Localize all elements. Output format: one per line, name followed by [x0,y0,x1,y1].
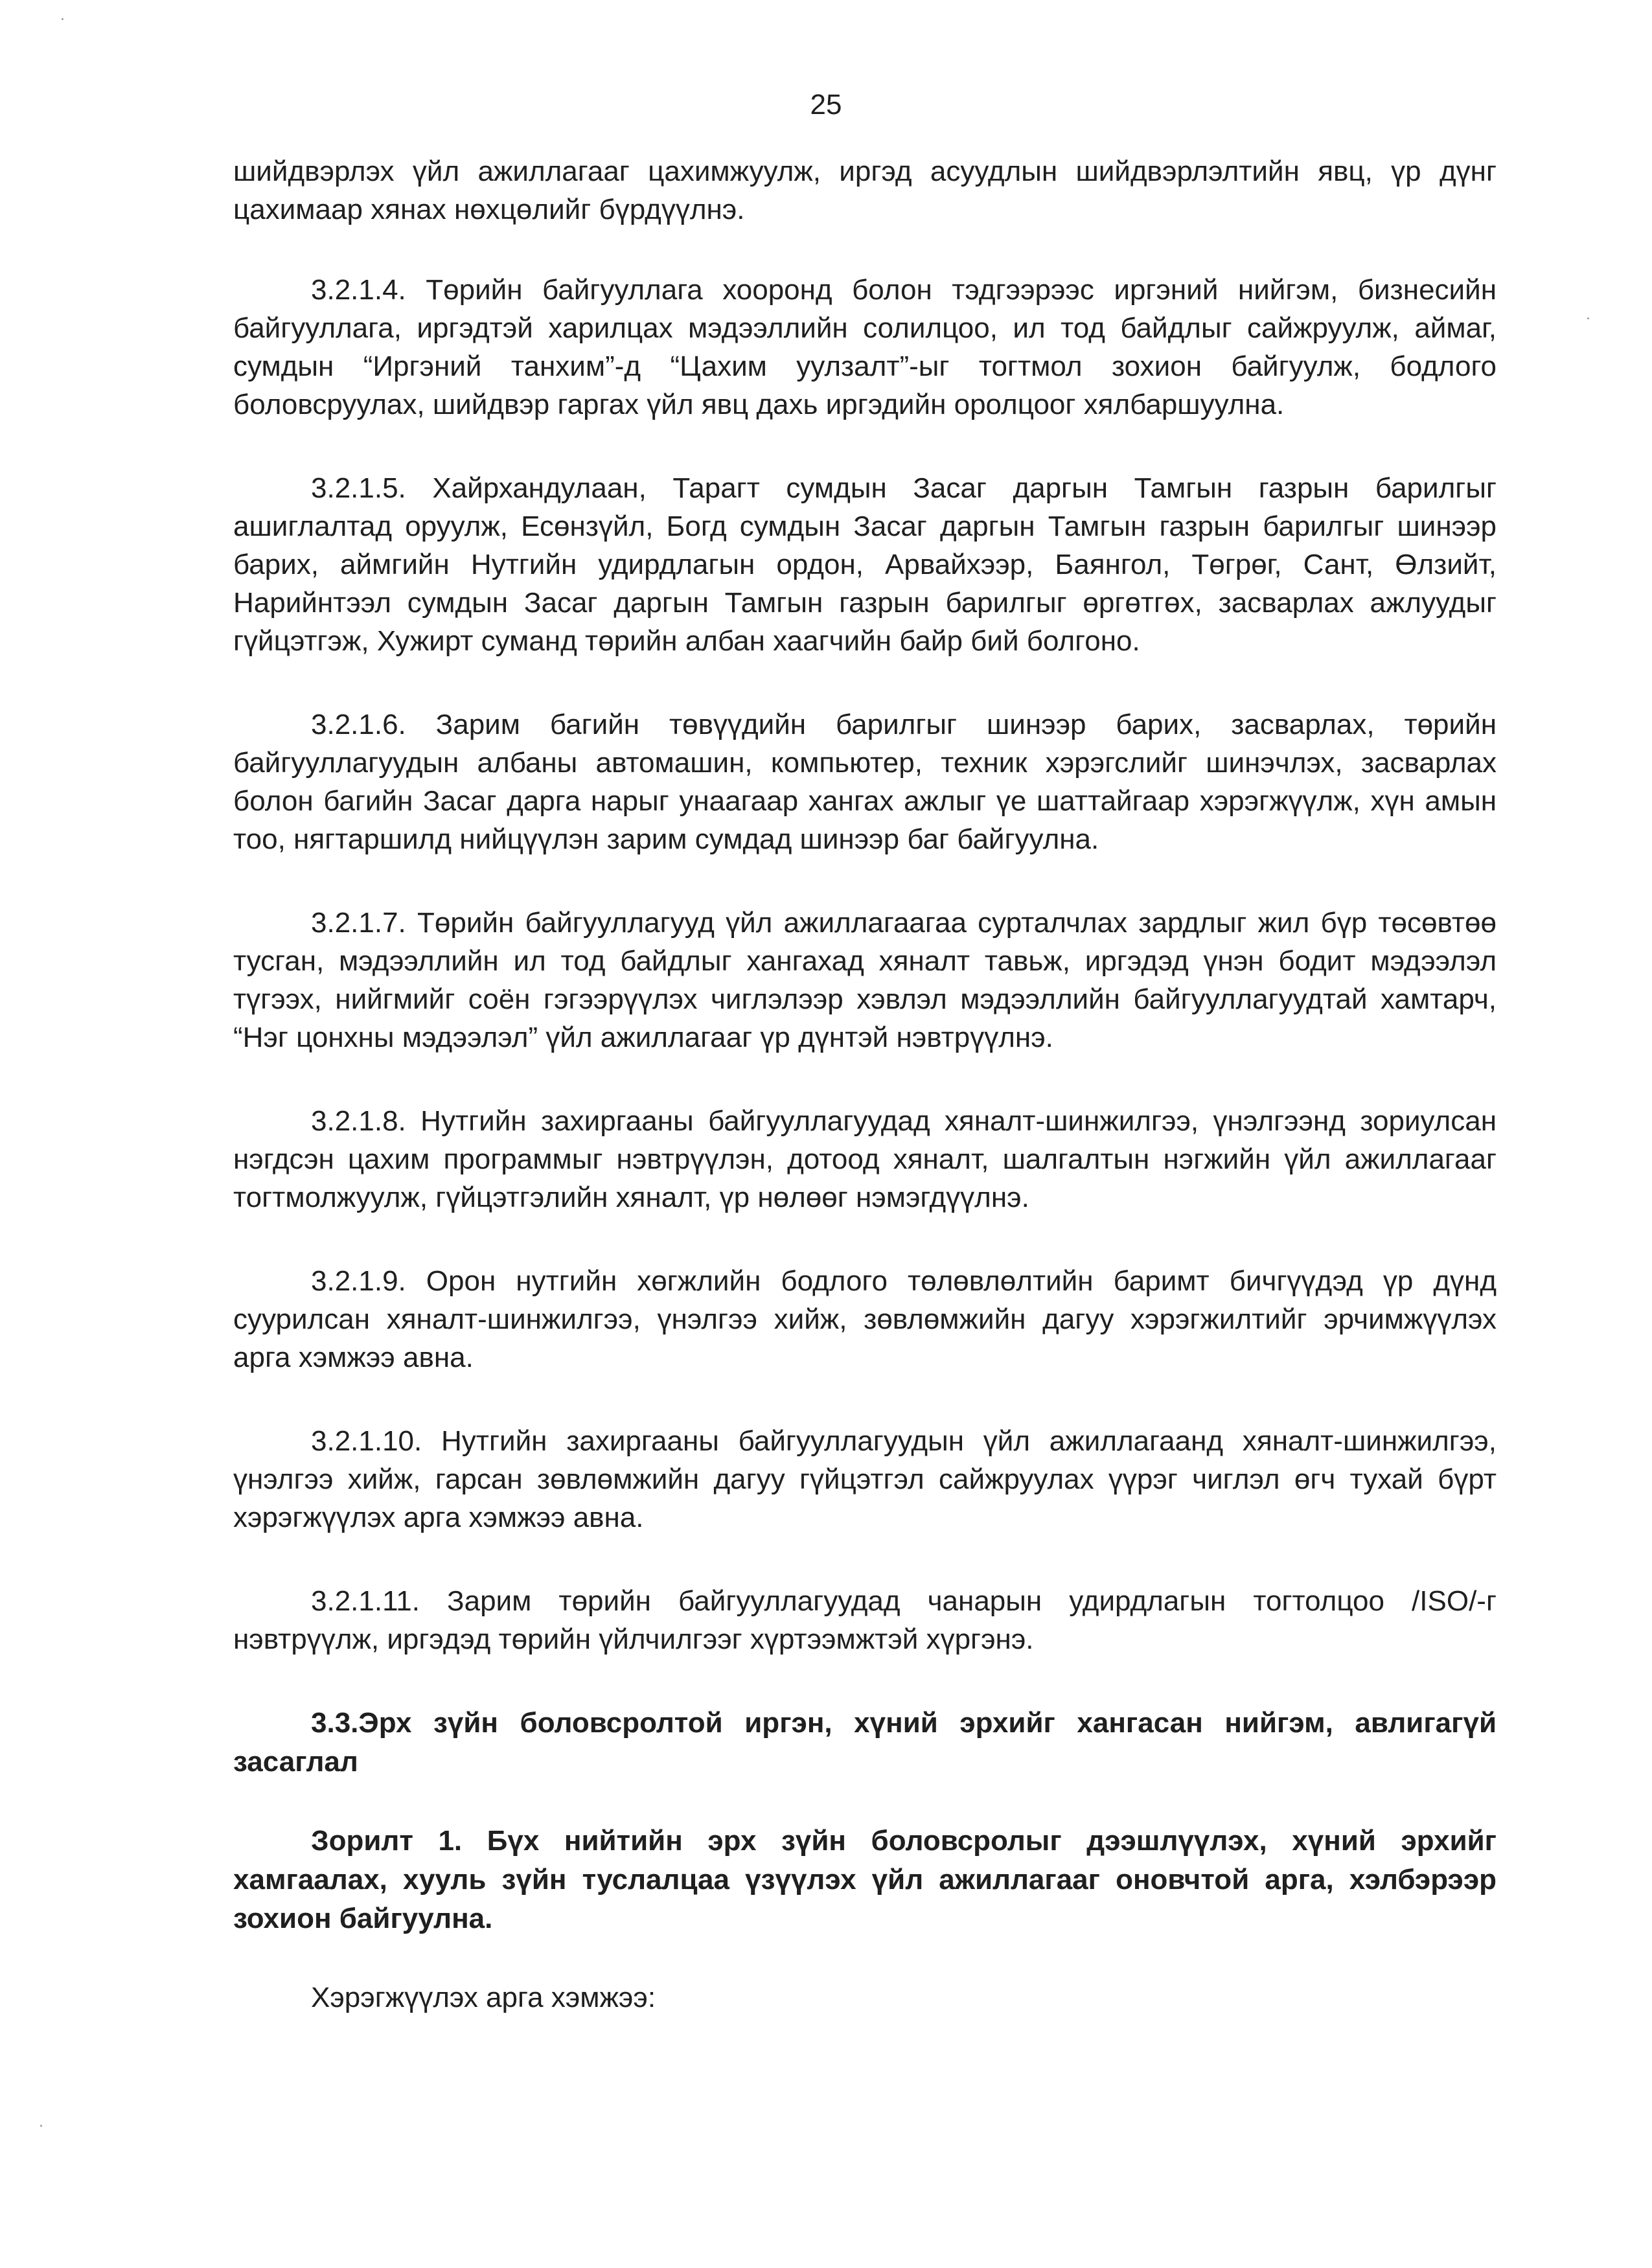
goal-1-heading: Зорилт 1. Бүх нийтийн эрх зүйн боловсролыг дээшлүүлэх, хүний эрхийг хамгаалах, хууль зүйн туслалцаа үзүүлэх үйл ажиллагааг оновчтой арга, хэлбэрээр зохион байгуулна. [233,1825,1497,1934]
paragraph-3-2-1-9: 3.2.1.9. Орон нутгийн хөгжлийн бодлого төлөвлөлтийн баримт бичгүүдэд үр дүнд суурилсан хяналт-шинжилгээ, үнэлгээ хийж, зөвлөмжийн дагуу хэрэгжилтийг эрчимжүүлэх арга хэмжээ авна. [233,1265,1497,1373]
paragraph-3-2-1-4: 3.2.1.4. Төрийн байгууллага хооронд болон тэдгээрээс иргэний нийгэм, бизнесийн байгууллага, иргэдтэй харилцах мэдээллийн солилцоо, ил тод байдлыг сайжруулж, аймаг, сумдын “Иргэний танхим”-д “Цахим уулзалт”-ыг тогтмол зохион байгуулж, бодлого боловсруулах, шийдвэр гаргах үйл явц дахь иргэдийн оролцоог хялбаршуулна. [233,274,1497,420]
scan-speck [40,2125,42,2127]
paragraph-3-2-1-7: 3.2.1.7. Төрийн байгууллагууд үйл ажиллагаагаа сурталчлах зардлыг жил бүр төсөвтөө тусган, мэдээллийн ил тод байдлыг хангахад хяналт тавьж, иргэдэд үнэн бодит мэдээлэл түгээх, нийгмийг соён гэгээрүүлэх чиглэлээр хэвлэл мэдээллийн байгууллагуудтай хамтарч, “Нэг цонхны мэдээлэл” үйл ажиллагааг үр дүнтэй нэвтрүүлнэ. [233,907,1497,1053]
paragraph-3-2-1-5: 3.2.1.5. Хайрхандулаан, Тарагт сумдын Засаг даргын Тамгын газрын барилгыг ашиглалтад оруулж, Есөнзүйл, Богд сумдын Засаг даргын Тамгын газрын барилгыг шинээр барих, аймгийн Нутгийн удирдлагын ордон, Арвайхээр, Баянгол, Төгрөг, Сант, Өлзийт, Нарийнтээл сумдын Засаг даргын Тамгын газрын барилгыг өргөтгөх, засварлах ажлуудыг гүйцэтгэж, Хужирт суманд төрийн албан хаагчийн байр бий болгоно. [233,472,1497,657]
paragraph-3-2-1-11: 3.2.1.11. Зарим төрийн байгууллагуудад чанарын удирдлагын тогтолцоо /ISO/-г нэвтрүүлж, иргэдэд төрийн үйлчилгээг хүртээмжтэй хүргэнэ. [233,1585,1497,1655]
intro-paragraph: шийдвэрлэх үйл ажиллагааг цахимжуулж, иргэд асуудлын шийдвэрлэлтийн явц, үр дүнг цахимаар хянах нөхцөлийг бүрдүүлнэ. [233,155,1497,225]
section-heading-3-3: 3.3.Эрх зүйн боловсролтой иргэн, хүний эрхийг хангасан нийгэм, авлигагүй засаглал [233,1707,1497,1778]
paragraph-3-2-1-10: 3.2.1.10. Нутгийн захиргааны байгууллагуудын үйл ажиллагаанд хяналт-шинжилгээ, үнэлгээ хийж, гарсан зөвлөмжийн дагуу гүйцэтгэл сайжруулах үүрэг чиглэл өгч тухай бүрт хэрэгжүүлэх арга хэмжээ авна. [233,1425,1497,1533]
scan-speck [1587,317,1589,319]
measures-label: Хэрэгжүүлэх арга хэмжээ: [311,1982,656,2013]
scan-speck [62,18,63,20]
paragraph-3-2-1-6: 3.2.1.6. Зарим багийн төвүүдийн барилгыг шинээр барих, засварлах, төрийн байгууллагуудын албаны автомашин, компьютер, техник хэрэгслийг шинэчлэх, засварлах болон багийн Засаг дарга нарыг унаагаар хангах ажлыг үе шаттайгаар хэрэгжүүлж, хүн амын тоо, нягтаршилд нийцүүлэн зарим сумдад шинээр баг байгуулна. [233,709,1497,855]
page-number: 25 [810,89,842,120]
paragraph-3-2-1-8: 3.2.1.8. Нутгийн захиргааны байгууллагуудад хяналт-шинжилгээ, үнэлгээнд зориулсан нэгдсэн цахим программыг нэвтрүүлэн, дотоод хяналт, шалгалтын нэгжийн үйл ажиллагааг тогтмолжуулж, гүйцэтгэлийн хяналт, үр нөлөөг нэмэгдүүлнэ. [233,1105,1497,1213]
document-body [233,152,1497,2017]
